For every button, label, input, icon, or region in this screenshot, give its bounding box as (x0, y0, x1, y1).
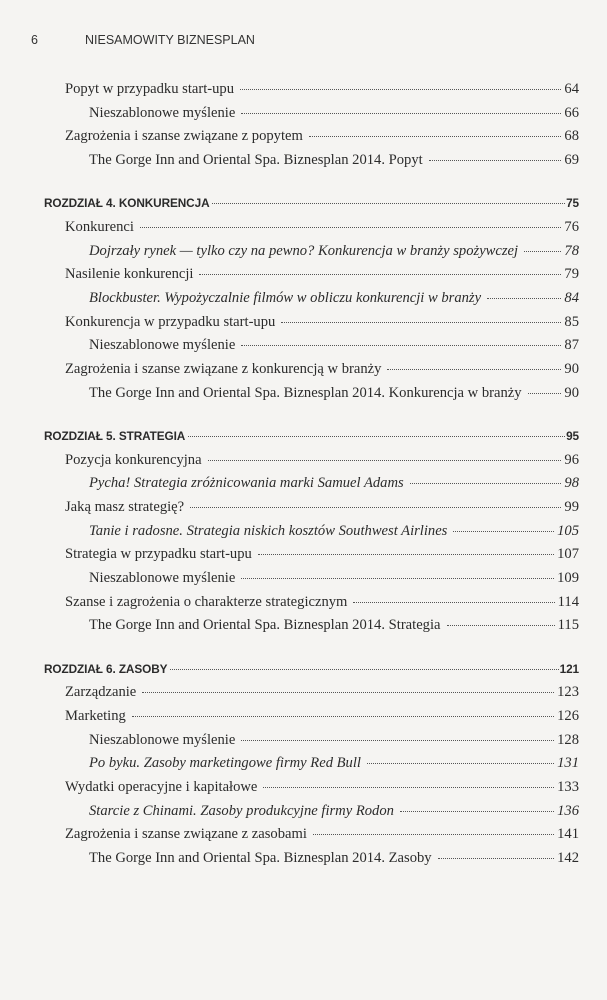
dot-leader (241, 113, 561, 114)
entry-title: Jaką masz strategię? (65, 499, 185, 515)
entry-title: Tanie i radosne. Strategia niskich kosztów Southwest Airlines (89, 522, 448, 539)
dot-leader (524, 251, 561, 252)
dot-leader (528, 393, 562, 394)
entry-title: Konkurenci (65, 218, 134, 235)
entry-title: Nieszablonowe myślenie (89, 104, 236, 121)
entry-page-number: 64 (564, 81, 579, 97)
entry-title: The Gorge Inn and Oriental Spa. Biznesplan 2014. Zasoby (89, 850, 432, 867)
toc-entry[interactable] (44, 752, 579, 776)
dot-leader (438, 858, 555, 859)
entry-title: Pycha! Strategia zróżnicowania marki Samuel Adams (89, 475, 404, 492)
dot-leader (429, 160, 562, 161)
entry-page-number: 98 (564, 475, 579, 492)
toc-entry[interactable] (44, 216, 579, 240)
toc-entry[interactable] (44, 800, 579, 824)
dot-leader (309, 136, 562, 137)
chapter-heading[interactable] (44, 658, 579, 682)
chapter-heading[interactable] (44, 192, 579, 216)
entry-page-number: 123 (557, 684, 579, 701)
entry-page-number: 68 (564, 128, 579, 145)
entry-page-number: 131 (557, 755, 579, 772)
entry-title: Zagrożenia i szanse związane z popytem (65, 128, 303, 145)
table-of-contents (44, 78, 579, 890)
entry-title: ROZDZIAŁ 6. ZASOBY (44, 661, 168, 676)
entry-page-number: 95 (566, 428, 579, 443)
toc-entry[interactable] (44, 520, 579, 544)
entry-page-number: 109 (557, 570, 579, 587)
dot-leader (410, 483, 562, 484)
dot-leader (241, 345, 561, 346)
entry-title: Dojrzały rynek — tylko czy na pewno? Konkurencja w branży spożywczej (89, 242, 519, 259)
entry-title: Strategia w przypadku start-upu (65, 546, 252, 563)
toc-entry[interactable] (44, 449, 579, 473)
toc-section (44, 658, 579, 871)
toc-entry[interactable] (44, 149, 579, 173)
dot-leader (188, 436, 565, 437)
running-header (31, 33, 255, 47)
toc-entry[interactable] (44, 358, 579, 382)
toc-entry[interactable] (44, 125, 579, 149)
dot-leader (353, 602, 554, 603)
entry-page-number: 126 (557, 708, 579, 724)
entry-page-number: 84 (564, 290, 579, 306)
entry-page-number: 141 (557, 826, 579, 843)
toc-entry[interactable] (44, 681, 579, 705)
toc-entry[interactable] (44, 472, 579, 496)
toc-entry[interactable] (44, 263, 579, 287)
entry-page-number: 114 (557, 593, 579, 610)
entry-page-number: 78 (564, 242, 579, 259)
toc-entry[interactable] (44, 823, 579, 847)
entry-title: Szanse i zagrożenia o charakterze strategicznym (65, 593, 348, 610)
toc-entry[interactable] (44, 78, 579, 102)
entry-page-number: 136 (557, 802, 579, 819)
toc-entry[interactable] (44, 729, 579, 753)
dot-leader (367, 763, 554, 764)
dot-leader (447, 625, 555, 626)
entry-page-number: 76 (564, 218, 579, 235)
entry-page-number: 128 (557, 731, 579, 748)
toc-entry[interactable] (44, 591, 579, 615)
dot-leader (241, 740, 554, 741)
entry-title: Blockbuster. Wypożyczalnie filmów w obliczu konkurencji w branży (89, 290, 482, 306)
entry-page-number: 75 (566, 196, 579, 211)
dot-leader (241, 578, 554, 579)
toc-entry[interactable] (44, 382, 579, 406)
dot-leader (212, 203, 565, 204)
entry-title: ROZDZIAŁ 5. STRATEGIA (44, 428, 186, 443)
dot-leader (199, 274, 561, 275)
dot-leader (400, 811, 554, 812)
page-number: 6 (31, 33, 38, 47)
entry-page-number: 87 (564, 337, 579, 354)
entry-page-number: 96 (564, 451, 579, 468)
entry-page-number: 99 (564, 499, 579, 515)
entry-title: Po byku. Zasoby marketingowe firmy Red Bull (89, 755, 361, 772)
toc-entry[interactable] (44, 102, 579, 126)
toc-section (44, 78, 579, 173)
toc-entry[interactable] (44, 847, 579, 871)
toc-entry[interactable] (44, 240, 579, 264)
entry-title: Wydatki operacyjne i kapitałowe (65, 779, 258, 796)
entry-title: Marketing (65, 708, 126, 724)
entry-title: The Gorge Inn and Oriental Spa. Biznesplan 2014. Konkurencja w branży (89, 384, 522, 401)
dot-leader (281, 322, 561, 323)
entry-title: Nasilenie konkurencji (65, 266, 194, 283)
book-title: NIESAMOWITY BIZNESPLAN (85, 33, 255, 47)
toc-entry[interactable] (44, 776, 579, 800)
toc-entry[interactable] (44, 543, 579, 567)
toc-entry[interactable] (44, 567, 579, 591)
dot-leader (190, 507, 561, 508)
toc-entry[interactable] (44, 287, 579, 311)
entry-page-number: 85 (564, 313, 579, 330)
toc-entry[interactable] (44, 311, 579, 335)
entry-title: Zarządzanie (65, 684, 137, 701)
toc-section (44, 425, 579, 638)
dot-leader (170, 669, 558, 670)
dot-leader (208, 460, 562, 461)
dot-leader (487, 298, 561, 299)
dot-leader (140, 227, 562, 228)
dot-leader (240, 89, 561, 90)
entry-page-number: 90 (564, 384, 579, 401)
entry-page-number: 69 (564, 152, 579, 169)
entry-title: Pozycja konkurencyjna (65, 451, 202, 468)
entry-title: Popyt w przypadku start-upu (65, 81, 235, 97)
dot-leader (453, 531, 554, 532)
entry-page-number: 133 (557, 779, 579, 796)
toc-entry[interactable] (44, 614, 579, 638)
entry-page-number: 107 (557, 546, 579, 563)
entry-page-number: 121 (559, 661, 579, 676)
entry-title: Nieszablonowe myślenie (89, 570, 236, 587)
toc-entry[interactable] (44, 334, 579, 358)
dot-leader (387, 369, 561, 370)
entry-title: Zagrożenia i szanse związane z konkurencją w branży (65, 361, 382, 378)
toc-entry[interactable] (44, 705, 579, 729)
entry-title: ROZDZIAŁ 4. KONKURENCJA (44, 196, 210, 211)
dot-leader (258, 554, 554, 555)
chapter-heading[interactable] (44, 425, 579, 449)
entry-page-number: 142 (557, 850, 579, 867)
entry-page-number: 66 (564, 104, 579, 121)
entry-page-number: 79 (564, 266, 579, 283)
entry-page-number: 90 (564, 361, 579, 378)
dot-leader (313, 834, 554, 835)
toc-section (44, 192, 579, 405)
dot-leader (142, 692, 554, 693)
entry-title: Konkurencja w przypadku start-upu (65, 313, 276, 330)
entry-title: Nieszablonowe myślenie (89, 731, 236, 748)
entry-title: The Gorge Inn and Oriental Spa. Biznesplan 2014. Popyt (89, 152, 423, 169)
dot-leader (263, 787, 554, 788)
entry-title: Nieszablonowe myślenie (89, 337, 236, 354)
entry-title: The Gorge Inn and Oriental Spa. Biznesplan 2014. Strategia (89, 617, 441, 634)
entry-title: Starcie z Chinami. Zasoby produkcyjne firmy Rodon (89, 802, 394, 819)
entry-title: Zagrożenia i szanse związane z zasobami (65, 826, 307, 843)
toc-entry[interactable] (44, 496, 579, 520)
entry-page-number: 115 (557, 617, 579, 634)
entry-page-number: 105 (557, 522, 579, 539)
dot-leader (132, 716, 554, 717)
